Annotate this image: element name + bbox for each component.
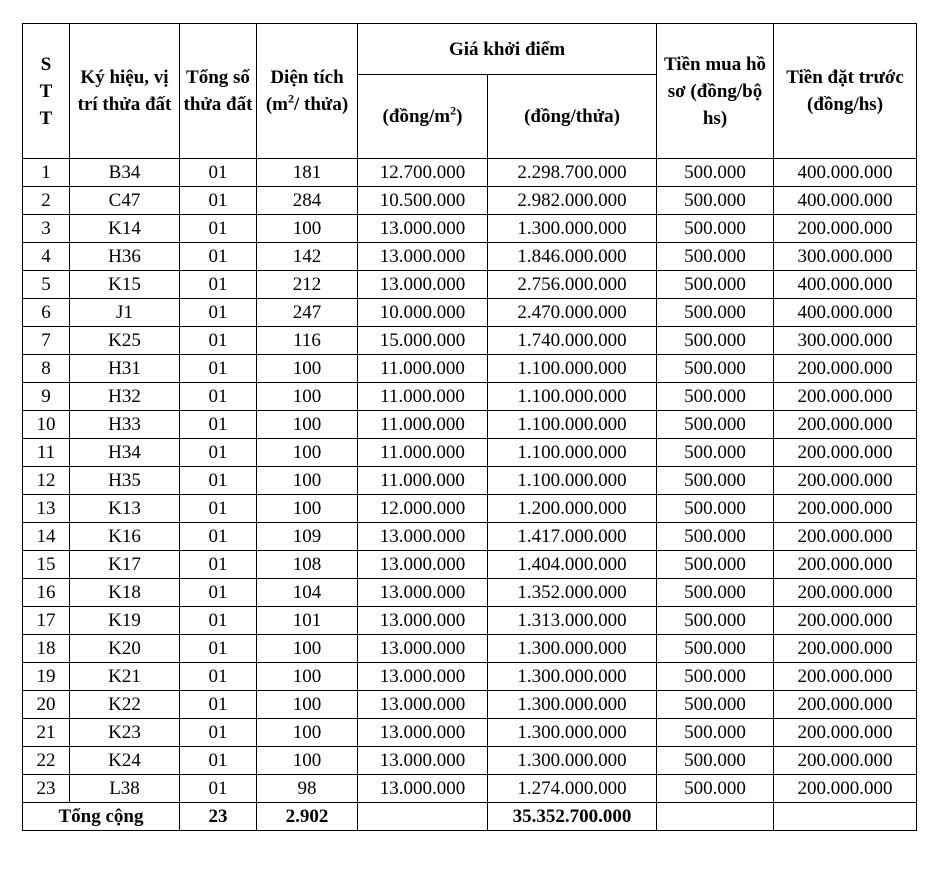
- cell-dien-tich: 101: [257, 607, 358, 635]
- cell-dien-tich: 100: [257, 411, 358, 439]
- cell-tien-dat-truoc: 400.000.000: [774, 159, 917, 187]
- cell-tien-ho-so: 500.000: [657, 551, 774, 579]
- cell-tong-so: 01: [180, 607, 257, 635]
- cell-ky-hieu: K21: [70, 663, 180, 691]
- cell-tien-ho-so: 500.000: [657, 383, 774, 411]
- cell-gia-thua: 1.300.000.000: [488, 719, 657, 747]
- cell-gia-thua: 1.740.000.000: [488, 327, 657, 355]
- total-price-total: 35.352.700.000: [488, 803, 657, 831]
- cell-tien-dat-truoc: 200.000.000: [774, 523, 917, 551]
- cell-tien-ho-so: 500.000: [657, 747, 774, 775]
- cell-stt: 22: [23, 747, 70, 775]
- table-row: [23, 747, 917, 775]
- cell-gia-m2: 13.000.000: [358, 719, 488, 747]
- table-row: [23, 327, 917, 355]
- cell-tong-so: 01: [180, 635, 257, 663]
- cell-tong-so: 01: [180, 719, 257, 747]
- table-row: [23, 187, 917, 215]
- cell-tien-dat-truoc: 400.000.000: [774, 187, 917, 215]
- header-tien-dat-truoc: Tiền đặt trước (đồng/hs): [774, 24, 917, 159]
- cell-tien-dat-truoc: 200.000.000: [774, 579, 917, 607]
- cell-gia-thua: 1.100.000.000: [488, 383, 657, 411]
- total-ho-so: [657, 803, 774, 831]
- cell-tong-so: 01: [180, 411, 257, 439]
- cell-tien-ho-so: 500.000: [657, 719, 774, 747]
- cell-ky-hieu: K16: [70, 523, 180, 551]
- cell-tong-so: 01: [180, 299, 257, 327]
- cell-dien-tich: 284: [257, 187, 358, 215]
- cell-gia-thua: 1.300.000.000: [488, 691, 657, 719]
- cell-tien-ho-so: 500.000: [657, 243, 774, 271]
- cell-stt: 21: [23, 719, 70, 747]
- cell-stt: 18: [23, 635, 70, 663]
- cell-ky-hieu: K20: [70, 635, 180, 663]
- cell-stt: 11: [23, 439, 70, 467]
- cell-ky-hieu: K24: [70, 747, 180, 775]
- cell-tien-ho-so: 500.000: [657, 271, 774, 299]
- cell-tien-ho-so: 500.000: [657, 523, 774, 551]
- cell-tien-dat-truoc: 400.000.000: [774, 299, 917, 327]
- cell-ky-hieu: J1: [70, 299, 180, 327]
- cell-ky-hieu: K23: [70, 719, 180, 747]
- cell-stt: 12: [23, 467, 70, 495]
- table-row: [23, 495, 917, 523]
- header-dien-tich: Diện tích ($m^2/$ thửa): [257, 24, 358, 159]
- cell-gia-thua: 1.100.000.000: [488, 355, 657, 383]
- cell-dien-tich: 100: [257, 635, 358, 663]
- table-row: [23, 775, 917, 803]
- cell-stt: 8: [23, 355, 70, 383]
- cell-dien-tich: 108: [257, 551, 358, 579]
- table-row: [23, 299, 917, 327]
- table-row: [23, 551, 917, 579]
- table-row: [23, 411, 917, 439]
- cell-gia-thua: 1.300.000.000: [488, 663, 657, 691]
- cell-gia-m2: 12.700.000: [358, 159, 488, 187]
- cell-stt: 6: [23, 299, 70, 327]
- cell-stt: 10: [23, 411, 70, 439]
- table-row: [23, 719, 917, 747]
- table-row: [23, 159, 917, 187]
- auction-price-table: [22, 23, 917, 831]
- cell-gia-thua: 2.298.700.000: [488, 159, 657, 187]
- cell-stt: 1: [23, 159, 70, 187]
- cell-tien-ho-so: 500.000: [657, 663, 774, 691]
- cell-gia-thua: 2.982.000.000: [488, 187, 657, 215]
- cell-gia-m2: 13.000.000: [358, 579, 488, 607]
- cell-ky-hieu: H33: [70, 411, 180, 439]
- table-row: [23, 439, 917, 467]
- cell-dien-tich: 109: [257, 523, 358, 551]
- table-row: [23, 607, 917, 635]
- header-tien-ho-so: Tiền mua hồ sơ (đồng/bộ hs): [657, 24, 774, 159]
- cell-tong-so: 01: [180, 439, 257, 467]
- cell-ky-hieu: H36: [70, 243, 180, 271]
- header-gia-m2: $(đồng/m^2)$: [358, 75, 488, 159]
- cell-dien-tich: 212: [257, 271, 358, 299]
- cell-tong-so: 01: [180, 383, 257, 411]
- table-row: [23, 467, 917, 495]
- header-ky-hieu: Ký hiệu, vị trí thửa đất: [70, 24, 180, 159]
- cell-ky-hieu: H31: [70, 355, 180, 383]
- cell-stt: 20: [23, 691, 70, 719]
- cell-gia-thua: 1.300.000.000: [488, 747, 657, 775]
- cell-ky-hieu: K19: [70, 607, 180, 635]
- total-area: 2.902: [257, 803, 358, 831]
- cell-tong-so: 01: [180, 663, 257, 691]
- cell-ky-hieu: L38: [70, 775, 180, 803]
- cell-tien-dat-truoc: 200.000.000: [774, 411, 917, 439]
- cell-ky-hieu: K17: [70, 551, 180, 579]
- total-count: 23: [180, 803, 257, 831]
- cell-tien-dat-truoc: 200.000.000: [774, 635, 917, 663]
- cell-ky-hieu: K14: [70, 215, 180, 243]
- cell-gia-thua: 1.100.000.000: [488, 439, 657, 467]
- cell-tien-dat-truoc: 400.000.000: [774, 271, 917, 299]
- cell-tong-so: 01: [180, 327, 257, 355]
- cell-ky-hieu: K18: [70, 579, 180, 607]
- cell-dien-tich: 100: [257, 747, 358, 775]
- cell-tien-ho-so: 500.000: [657, 215, 774, 243]
- cell-tien-dat-truoc: 300.000.000: [774, 327, 917, 355]
- cell-gia-m2: 13.000.000: [358, 663, 488, 691]
- cell-tien-dat-truoc: 200.000.000: [774, 215, 917, 243]
- header-gia-thua: (đồng/thửa): [488, 75, 657, 159]
- cell-tong-so: 01: [180, 691, 257, 719]
- cell-tien-dat-truoc: 300.000.000: [774, 243, 917, 271]
- cell-ky-hieu: K22: [70, 691, 180, 719]
- cell-tien-ho-so: 500.000: [657, 327, 774, 355]
- cell-gia-m2: 13.000.000: [358, 523, 488, 551]
- cell-dien-tich: 100: [257, 719, 358, 747]
- cell-tien-dat-truoc: 200.000.000: [774, 439, 917, 467]
- cell-ky-hieu: K25: [70, 327, 180, 355]
- cell-dien-tich: 100: [257, 215, 358, 243]
- cell-stt: 23: [23, 775, 70, 803]
- cell-stt: 7: [23, 327, 70, 355]
- cell-tien-ho-so: 500.000: [657, 159, 774, 187]
- cell-gia-thua: 1.313.000.000: [488, 607, 657, 635]
- cell-tien-dat-truoc: 200.000.000: [774, 607, 917, 635]
- cell-tong-so: 01: [180, 215, 257, 243]
- cell-tien-dat-truoc: 200.000.000: [774, 663, 917, 691]
- cell-tong-so: 01: [180, 579, 257, 607]
- table-row: [23, 271, 917, 299]
- cell-stt: 2: [23, 187, 70, 215]
- cell-ky-hieu: H34: [70, 439, 180, 467]
- table-row: [23, 215, 917, 243]
- cell-tong-so: 01: [180, 271, 257, 299]
- header-stt: S T T: [23, 24, 70, 159]
- cell-gia-m2: 15.000.000: [358, 327, 488, 355]
- cell-gia-m2: 13.000.000: [358, 691, 488, 719]
- cell-gia-m2: 11.000.000: [358, 411, 488, 439]
- table-row: [23, 635, 917, 663]
- table-row: [23, 579, 917, 607]
- cell-gia-m2: 13.000.000: [358, 775, 488, 803]
- cell-dien-tich: 100: [257, 355, 358, 383]
- cell-gia-m2: 11.000.000: [358, 467, 488, 495]
- cell-stt: 9: [23, 383, 70, 411]
- cell-dien-tich: 100: [257, 663, 358, 691]
- cell-tong-so: 01: [180, 523, 257, 551]
- cell-tien-dat-truoc: 200.000.000: [774, 495, 917, 523]
- cell-ky-hieu: H32: [70, 383, 180, 411]
- total-dat-truoc: [774, 803, 917, 831]
- cell-stt: 4: [23, 243, 70, 271]
- cell-tien-ho-so: 500.000: [657, 775, 774, 803]
- cell-ky-hieu: B34: [70, 159, 180, 187]
- cell-gia-m2: 13.000.000: [358, 607, 488, 635]
- cell-gia-m2: 13.000.000: [358, 243, 488, 271]
- cell-dien-tich: 100: [257, 691, 358, 719]
- cell-tong-so: 01: [180, 775, 257, 803]
- table-row: [23, 523, 917, 551]
- cell-gia-thua: 1.300.000.000: [488, 635, 657, 663]
- table-body: [23, 159, 917, 803]
- cell-tong-so: 01: [180, 747, 257, 775]
- cell-dien-tich: 142: [257, 243, 358, 271]
- cell-gia-m2: 10.000.000: [358, 299, 488, 327]
- cell-tien-ho-so: 500.000: [657, 607, 774, 635]
- cell-tien-ho-so: 500.000: [657, 187, 774, 215]
- cell-ky-hieu: H35: [70, 467, 180, 495]
- header-gia-khoi-diem: Giá khởi điểm: [358, 24, 657, 75]
- cell-dien-tich: 100: [257, 383, 358, 411]
- cell-gia-m2: 11.000.000: [358, 383, 488, 411]
- cell-tien-ho-so: 500.000: [657, 411, 774, 439]
- cell-gia-m2: 11.000.000: [358, 439, 488, 467]
- cell-gia-m2: 10.500.000: [358, 187, 488, 215]
- cell-gia-thua: 1.274.000.000: [488, 775, 657, 803]
- cell-tien-ho-so: 500.000: [657, 355, 774, 383]
- cell-stt: 13: [23, 495, 70, 523]
- cell-dien-tich: 104: [257, 579, 358, 607]
- cell-dien-tich: 100: [257, 467, 358, 495]
- cell-gia-thua: 1.417.000.000: [488, 523, 657, 551]
- cell-tien-dat-truoc: 200.000.000: [774, 747, 917, 775]
- cell-gia-m2: 11.000.000: [358, 355, 488, 383]
- cell-tong-so: 01: [180, 187, 257, 215]
- cell-tong-so: 01: [180, 495, 257, 523]
- cell-stt: 19: [23, 663, 70, 691]
- cell-stt: 16: [23, 579, 70, 607]
- cell-tien-ho-so: 500.000: [657, 691, 774, 719]
- cell-gia-m2: 13.000.000: [358, 747, 488, 775]
- cell-gia-thua: 1.404.000.000: [488, 551, 657, 579]
- cell-gia-m2: 13.000.000: [358, 215, 488, 243]
- cell-dien-tich: 247: [257, 299, 358, 327]
- cell-tong-so: 01: [180, 467, 257, 495]
- cell-tien-ho-so: 500.000: [657, 635, 774, 663]
- cell-ky-hieu: K13: [70, 495, 180, 523]
- cell-gia-thua: 1.352.000.000: [488, 579, 657, 607]
- cell-gia-thua: 2.470.000.000: [488, 299, 657, 327]
- cell-gia-m2: 13.000.000: [358, 271, 488, 299]
- cell-gia-m2: 12.000.000: [358, 495, 488, 523]
- cell-gia-thua: 1.100.000.000: [488, 467, 657, 495]
- cell-gia-thua: 1.846.000.000: [488, 243, 657, 271]
- cell-dien-tich: 181: [257, 159, 358, 187]
- table-row: [23, 691, 917, 719]
- cell-tong-so: 01: [180, 551, 257, 579]
- cell-dien-tich: 98: [257, 775, 358, 803]
- cell-gia-thua: 2.756.000.000: [488, 271, 657, 299]
- table-row: [23, 383, 917, 411]
- cell-dien-tich: 116: [257, 327, 358, 355]
- cell-tien-dat-truoc: 200.000.000: [774, 551, 917, 579]
- cell-stt: 17: [23, 607, 70, 635]
- cell-tien-ho-so: 500.000: [657, 495, 774, 523]
- cell-ky-hieu: C47: [70, 187, 180, 215]
- table-row: [23, 355, 917, 383]
- cell-dien-tich: 100: [257, 439, 358, 467]
- cell-stt: 3: [23, 215, 70, 243]
- cell-dien-tich: 100: [257, 495, 358, 523]
- total-row: [23, 803, 917, 831]
- cell-gia-thua: 1.100.000.000: [488, 411, 657, 439]
- cell-tien-dat-truoc: 200.000.000: [774, 719, 917, 747]
- cell-gia-m2: 13.000.000: [358, 635, 488, 663]
- cell-gia-m2: 13.000.000: [358, 551, 488, 579]
- table-row: [23, 243, 917, 271]
- cell-tong-so: 01: [180, 243, 257, 271]
- table-row: [23, 663, 917, 691]
- cell-stt: 5: [23, 271, 70, 299]
- cell-tong-so: 01: [180, 355, 257, 383]
- total-price-m2: [358, 803, 488, 831]
- cell-stt: 15: [23, 551, 70, 579]
- cell-tien-dat-truoc: 200.000.000: [774, 691, 917, 719]
- cell-tien-dat-truoc: 200.000.000: [774, 383, 917, 411]
- cell-gia-thua: 1.200.000.000: [488, 495, 657, 523]
- cell-tien-dat-truoc: 200.000.000: [774, 775, 917, 803]
- cell-tien-ho-so: 500.000: [657, 579, 774, 607]
- cell-tien-dat-truoc: 200.000.000: [774, 355, 917, 383]
- cell-gia-thua: 1.300.000.000: [488, 215, 657, 243]
- cell-tien-ho-so: 500.000: [657, 299, 774, 327]
- cell-tong-so: 01: [180, 159, 257, 187]
- cell-ky-hieu: K15: [70, 271, 180, 299]
- cell-tien-dat-truoc: 200.000.000: [774, 467, 917, 495]
- cell-stt: 14: [23, 523, 70, 551]
- total-label: Tổng cộng: [23, 803, 180, 831]
- cell-tien-ho-so: 500.000: [657, 467, 774, 495]
- header-tong-so: Tổng số thửa đất: [180, 24, 257, 159]
- cell-tien-ho-so: 500.000: [657, 439, 774, 467]
